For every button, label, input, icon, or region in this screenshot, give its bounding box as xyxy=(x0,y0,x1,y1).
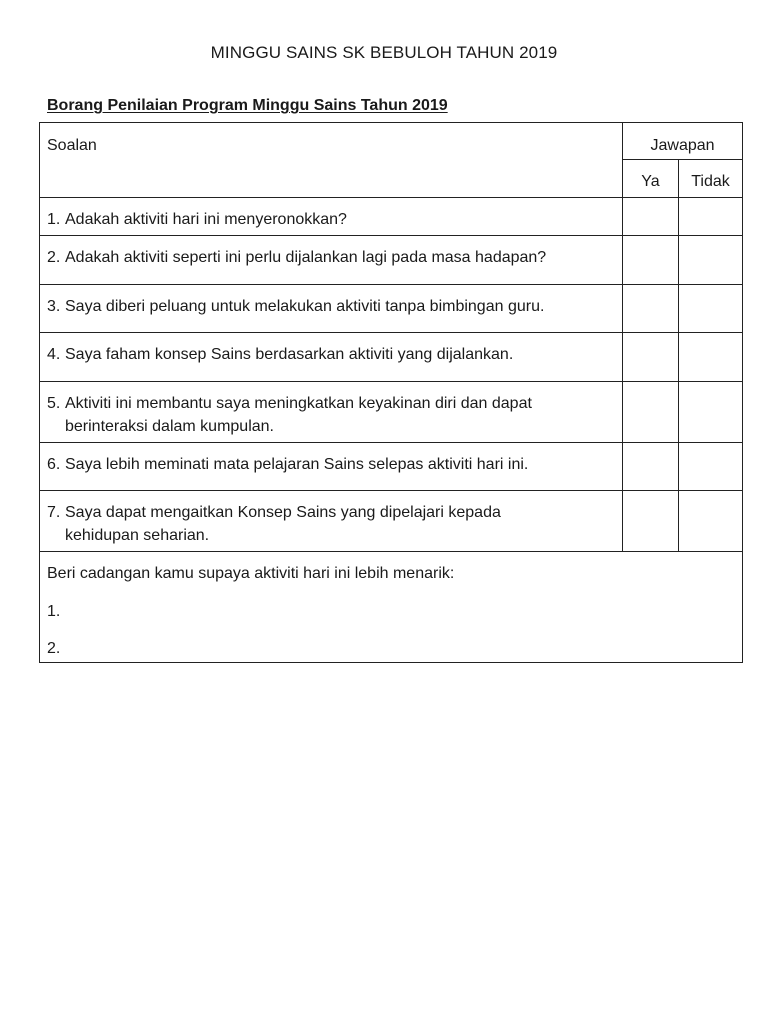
answer-yes-box[interactable] xyxy=(623,333,679,382)
answer-yes-box[interactable] xyxy=(623,198,679,236)
answer-yes-box[interactable] xyxy=(623,382,679,443)
question-text xyxy=(65,392,616,438)
answer-yes-box[interactable] xyxy=(623,236,679,285)
suggestion-row xyxy=(40,552,743,663)
question-cell xyxy=(40,333,623,382)
question-row xyxy=(40,333,743,382)
question-text: Adakah aktiviti hari ini menyeronokkan? xyxy=(65,211,347,228)
header-question: Soalan xyxy=(40,123,623,198)
question-cell xyxy=(40,382,623,443)
answer-no-box[interactable] xyxy=(679,198,743,236)
question-row xyxy=(40,236,743,285)
question-cell xyxy=(40,443,623,491)
header-yes: Ya xyxy=(623,160,679,198)
answer-yes-box[interactable] xyxy=(623,285,679,333)
question-row xyxy=(40,491,743,552)
header-answer: Jawapan xyxy=(623,123,743,160)
answer-yes-box[interactable] xyxy=(623,491,679,552)
question-text-line: berinteraksi dalam kumpulan. xyxy=(65,418,274,435)
question-number: 7. xyxy=(47,504,61,521)
question-text-line: kehidupan seharian. xyxy=(65,527,210,544)
question-row xyxy=(40,443,743,491)
answer-no-box[interactable] xyxy=(679,333,743,382)
question-number: 3. xyxy=(47,298,61,315)
question-cell xyxy=(40,285,623,333)
question-text-line: Saya dapat mengaitkan Konsep Sains yang dipelajari kepada xyxy=(65,504,501,521)
answer-no-box[interactable] xyxy=(679,443,743,491)
answer-no-box[interactable] xyxy=(679,285,743,333)
question-number: 6. xyxy=(47,456,61,473)
question-text: Saya faham konsep Sains berdasarkan aktiviti yang dijalankan. xyxy=(65,346,514,363)
suggestion-line-2: 2. xyxy=(47,640,61,657)
question-text: Saya lebih meminati mata pelajaran Sains selepas aktiviti hari ini. xyxy=(65,456,529,473)
question-row xyxy=(40,285,743,333)
answer-no-box[interactable] xyxy=(679,236,743,285)
question-cell xyxy=(40,236,623,285)
header-no: Tidak xyxy=(679,160,743,198)
suggestion-line-1: 1. xyxy=(47,603,61,620)
question-number: 4. xyxy=(47,346,61,363)
question-cell xyxy=(40,491,623,552)
evaluation-table xyxy=(39,122,743,663)
answer-no-box[interactable] xyxy=(679,382,743,443)
answer-yes-box[interactable] xyxy=(623,443,679,491)
question-text xyxy=(65,501,616,547)
question-number: 5. xyxy=(47,395,61,412)
question-number: 1. xyxy=(47,211,61,228)
suggestion-prompt: Beri cadangan kamu supaya aktiviti hari ini lebih menarik: xyxy=(47,565,455,582)
question-text-line: Aktiviti ini membantu saya meningkatkan keyakinan diri dan dapat xyxy=(65,395,532,412)
question-text: Saya diberi peluang untuk melakukan aktiviti tanpa bimbingan guru. xyxy=(65,298,545,315)
question-row xyxy=(40,198,743,236)
question-cell xyxy=(40,198,623,236)
question-text: Adakah aktiviti seperti ini perlu dijalankan lagi pada masa hadapan? xyxy=(65,249,547,266)
form-heading: Borang Penilaian Program Minggu Sains Tahun 2019 xyxy=(47,97,448,114)
suggestion-cell[interactable] xyxy=(40,552,743,663)
answer-no-box[interactable] xyxy=(679,491,743,552)
question-row xyxy=(40,382,743,443)
question-number: 2. xyxy=(47,249,61,266)
document-title: MINGGU SAINS SK BEBULOH TAHUN 2019 xyxy=(210,43,558,62)
